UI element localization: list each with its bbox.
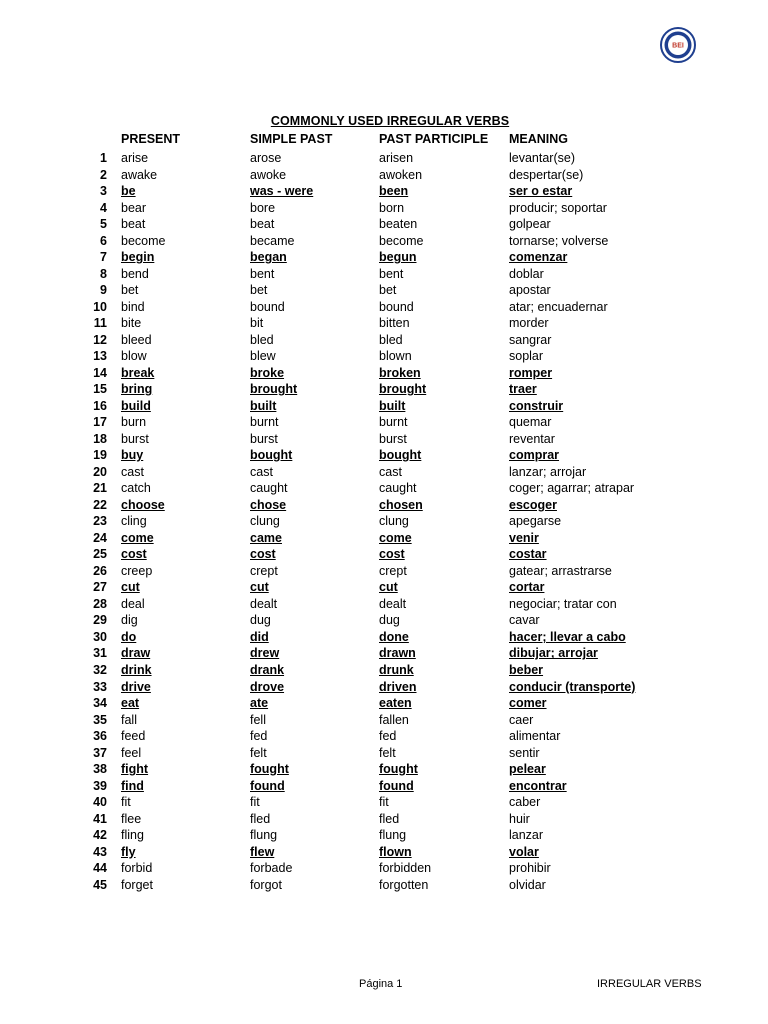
past-participle-cell: fallen (379, 712, 409, 727)
meaning-cell: sangrar (509, 332, 552, 347)
past-participle-cell: bound (379, 299, 414, 314)
present-cell: bleed (121, 332, 152, 347)
meaning-cell: encontrar (509, 778, 567, 793)
past-participle-cell: blown (379, 349, 412, 364)
table-row (0, 183, 768, 200)
row-number: 42 (93, 828, 107, 843)
meaning-cell: pelear (509, 762, 546, 777)
meaning-cell: romper (509, 365, 553, 380)
table-row (0, 299, 768, 316)
document-title: COMMONLY USED IRREGULAR VERBS (270, 114, 510, 128)
past-participle-cell: fit (379, 795, 389, 810)
table-row (0, 844, 768, 861)
past-participle-cell: flown (379, 844, 412, 859)
present-cell: arise (121, 151, 149, 165)
present-cell: bite (121, 316, 142, 331)
header-past-participle: PAST PARTICIPLE (379, 132, 489, 146)
row-number: 43 (93, 844, 107, 859)
past-participle-cell: done (379, 629, 409, 644)
simple-past-cell: fell (250, 712, 266, 727)
present-cell: cost (121, 547, 147, 562)
simple-past-cell: bit (250, 316, 264, 331)
row-number: 1 (100, 151, 107, 165)
meaning-cell: comprar (509, 448, 560, 463)
present-cell: forbid (121, 861, 153, 876)
table-row (0, 464, 768, 481)
simple-past-cell: ate (250, 696, 269, 711)
past-participle-cell: fled (379, 811, 400, 826)
row-number: 34 (93, 696, 107, 711)
past-participle-cell: chosen (379, 497, 423, 512)
meaning-cell: quemar (509, 415, 552, 430)
row-number: 7 (100, 250, 107, 265)
table-row (0, 447, 768, 464)
present-cell: bend (121, 266, 149, 281)
simple-past-cell: drew (250, 646, 280, 661)
row-number: 12 (93, 332, 107, 347)
past-participle-cell: clung (379, 514, 409, 529)
simple-past-cell: chose (250, 497, 287, 512)
present-cell: come (121, 530, 154, 545)
table-row (0, 745, 768, 762)
simple-past-cell: cast (250, 464, 273, 479)
past-participle-cell: drunk (379, 662, 414, 677)
past-participle-cell: burnt (379, 415, 408, 430)
row-number: 39 (93, 778, 107, 793)
meaning-cell: lanzar; arrojar (509, 464, 587, 479)
meaning-cell: despertar(se) (509, 167, 584, 182)
table-row (0, 794, 768, 811)
present-cell: fight (121, 762, 149, 777)
present-cell: do (121, 629, 137, 644)
meaning-cell: tornarse; volverse (509, 233, 609, 248)
present-cell: deal (121, 596, 145, 611)
row-number: 41 (93, 811, 107, 826)
present-cell: beat (121, 217, 146, 232)
table-row (0, 645, 768, 662)
simple-past-cell: dug (250, 613, 271, 628)
present-cell: awake (121, 167, 158, 182)
meaning-cell: caber (509, 795, 541, 810)
table-row (0, 431, 768, 448)
meaning-cell: coger; agarrar; atrapar (509, 481, 635, 496)
simple-past-cell: broke (250, 365, 285, 380)
present-cell: fling (121, 828, 144, 843)
table-row (0, 728, 768, 745)
present-cell: be (121, 184, 136, 199)
meaning-cell: apostar (509, 283, 551, 298)
row-number: 24 (93, 530, 107, 545)
verb-table (0, 150, 768, 893)
past-participle-cell: flung (379, 828, 407, 843)
meaning-cell: gatear; arrastrarse (509, 563, 612, 578)
simple-past-cell: beat (250, 217, 275, 232)
row-number: 19 (93, 448, 107, 463)
past-participle-cell: bet (379, 283, 397, 298)
past-participle-cell: eaten (379, 696, 412, 711)
footer-section-title: IRREGULAR VERBS (597, 978, 702, 990)
table-row (0, 530, 768, 547)
meaning-cell: construir (509, 398, 564, 413)
table-row (0, 497, 768, 514)
present-cell: feel (121, 745, 142, 760)
present-cell: burn (121, 415, 147, 430)
table-row (0, 200, 768, 217)
row-number: 40 (93, 795, 107, 810)
meaning-cell: cortar (509, 580, 545, 595)
row-number: 2 (100, 167, 107, 182)
meaning-cell: escoger (509, 497, 557, 512)
simple-past-cell: awoke (250, 167, 287, 182)
meaning-cell: beber (509, 662, 544, 677)
row-number: 5 (100, 217, 107, 232)
past-participle-cell: become (379, 233, 424, 248)
simple-past-cell: bled (250, 332, 274, 347)
present-cell: cling (121, 514, 147, 529)
table-row (0, 233, 768, 250)
past-participle-cell: forbidden (379, 861, 432, 876)
past-participle-cell: burst (379, 431, 407, 446)
meaning-cell: negociar; tratar con (509, 596, 617, 611)
simple-past-cell: cost (250, 547, 276, 562)
table-row (0, 877, 768, 894)
meaning-cell: doblar (509, 266, 544, 281)
table-row (0, 150, 768, 167)
simple-past-cell: blew (250, 349, 276, 364)
simple-past-cell: felt (250, 745, 267, 760)
row-number: 30 (93, 629, 107, 644)
row-number: 17 (93, 415, 107, 430)
meaning-cell: prohibir (509, 861, 551, 876)
row-number: 32 (93, 662, 107, 677)
logo-text: BEI (672, 42, 684, 50)
simple-past-cell: brought (250, 382, 298, 397)
simple-past-cell: bore (250, 200, 276, 215)
table-row (0, 216, 768, 233)
past-participle-cell: beaten (379, 217, 418, 232)
table-row (0, 282, 768, 299)
simple-past-cell: arose (250, 151, 282, 165)
meaning-cell: volar (509, 844, 539, 859)
present-cell: drink (121, 662, 152, 677)
meaning-cell: sentir (509, 745, 540, 760)
simple-past-cell: fit (250, 795, 260, 810)
present-cell: build (121, 398, 151, 413)
table-row (0, 348, 768, 365)
table-row (0, 827, 768, 844)
simple-past-cell: found (250, 778, 285, 793)
present-cell: dig (121, 613, 138, 628)
row-number: 36 (93, 729, 107, 744)
table-row (0, 596, 768, 613)
row-number: 15 (93, 382, 107, 397)
simple-past-cell: caught (250, 481, 288, 496)
row-number: 11 (93, 316, 107, 331)
table-row (0, 249, 768, 266)
simple-past-cell: flew (250, 844, 275, 859)
row-number: 14 (93, 365, 107, 380)
meaning-cell: ser o estar (509, 184, 573, 199)
meaning-cell: reventar (509, 431, 555, 446)
table-row (0, 860, 768, 877)
simple-past-cell: fed (250, 729, 268, 744)
meaning-cell: hacer; llevar a cabo (509, 629, 626, 644)
present-cell: bear (121, 200, 147, 215)
past-participle-cell: crept (379, 563, 407, 578)
present-cell: bring (121, 382, 153, 397)
table-row (0, 712, 768, 729)
present-cell: find (121, 778, 144, 793)
table-row (0, 398, 768, 415)
row-number: 37 (93, 745, 107, 760)
meaning-cell: traer (509, 382, 537, 397)
past-participle-cell: fed (379, 729, 397, 744)
row-number: 9 (100, 283, 107, 298)
row-number: 20 (93, 464, 107, 479)
past-participle-cell: cost (379, 547, 405, 562)
header-present: PRESENT (121, 132, 181, 146)
table-row (0, 266, 768, 283)
row-number: 29 (93, 613, 107, 628)
table-row (0, 480, 768, 497)
past-participle-cell: awoken (379, 167, 423, 182)
table-row (0, 612, 768, 629)
past-participle-cell: broken (379, 365, 421, 380)
simple-past-cell: drove (250, 679, 285, 694)
present-cell: burst (121, 431, 149, 446)
present-cell: fly (121, 844, 136, 859)
simple-past-cell: built (250, 398, 277, 413)
simple-past-cell: bet (250, 283, 268, 298)
row-number: 22 (93, 497, 107, 512)
past-participle-cell: fought (379, 762, 418, 777)
simple-past-cell: came (250, 530, 282, 545)
past-participle-cell: bought (379, 448, 422, 463)
present-cell: become (121, 233, 166, 248)
present-cell: break (121, 365, 155, 380)
present-cell: feed (121, 729, 146, 744)
simple-past-cell: bent (250, 266, 275, 281)
table-row (0, 629, 768, 646)
simple-past-cell: dealt (250, 596, 278, 611)
table-row (0, 579, 768, 596)
table-row (0, 546, 768, 563)
row-number: 31 (93, 646, 107, 661)
meaning-cell: apegarse (509, 514, 562, 529)
row-number: 8 (100, 266, 107, 281)
meaning-cell: morder (509, 316, 549, 331)
row-number: 44 (93, 861, 107, 876)
present-cell: forget (121, 877, 153, 892)
meaning-cell: alimentar (509, 729, 561, 744)
meaning-cell: venir (509, 530, 539, 545)
simple-past-cell: burnt (250, 415, 279, 430)
institution-seal-logo (660, 27, 696, 63)
simple-past-cell: cut (250, 580, 269, 595)
meaning-cell: conducir (transporte) (509, 679, 636, 694)
row-number: 25 (93, 547, 107, 562)
table-header (0, 132, 768, 150)
table-row (0, 811, 768, 828)
table-row (0, 695, 768, 712)
meaning-cell: soplar (509, 349, 544, 364)
present-cell: bet (121, 283, 139, 298)
row-number: 6 (100, 233, 107, 248)
past-participle-cell: caught (379, 481, 417, 496)
past-participle-cell: drawn (379, 646, 416, 661)
meaning-cell: comer (509, 696, 547, 711)
past-participle-cell: felt (379, 745, 396, 760)
simple-past-cell: did (250, 629, 269, 644)
table-row (0, 414, 768, 431)
simple-past-cell: bound (250, 299, 285, 314)
table-row (0, 563, 768, 580)
past-participle-cell: arisen (379, 151, 414, 165)
meaning-cell: lanzar (509, 828, 544, 843)
table-row (0, 365, 768, 382)
table-row (0, 778, 768, 795)
row-number: 10 (93, 299, 107, 314)
simple-past-cell: forgot (250, 877, 282, 892)
past-participle-cell: bent (379, 266, 404, 281)
row-number: 4 (100, 200, 107, 215)
meaning-cell: cavar (509, 613, 540, 628)
simple-past-cell: was - were (250, 184, 314, 199)
row-number: 27 (93, 580, 107, 595)
simple-past-cell: forbade (250, 861, 293, 876)
row-number: 16 (93, 398, 107, 413)
meaning-cell: olvidar (509, 877, 546, 892)
table-row (0, 513, 768, 530)
row-number: 35 (93, 712, 107, 727)
table-row (0, 315, 768, 332)
meaning-cell: golpear (509, 217, 551, 232)
footer-page-number: Página 1 (359, 978, 403, 990)
meaning-cell: atar; encuadernar (509, 299, 608, 314)
header-meaning: MEANING (509, 132, 569, 146)
present-cell: bind (121, 299, 145, 314)
simple-past-cell: burst (250, 431, 278, 446)
row-number: 33 (93, 679, 107, 694)
past-participle-cell: born (379, 200, 405, 215)
past-participle-cell: dug (379, 613, 400, 628)
past-participle-cell: bled (379, 332, 403, 347)
simple-past-cell: clung (250, 514, 280, 529)
table-row (0, 332, 768, 349)
meaning-cell: costar (509, 547, 547, 562)
past-participle-cell: bitten (379, 316, 410, 331)
present-cell: begin (121, 250, 155, 265)
table-row (0, 761, 768, 778)
present-cell: eat (121, 696, 140, 711)
meaning-cell: producir; soportar (509, 200, 607, 215)
past-participle-cell: dealt (379, 596, 407, 611)
present-cell: draw (121, 646, 151, 661)
simple-past-cell: flung (250, 828, 278, 843)
header-simple-past: SIMPLE PAST (250, 132, 333, 146)
simple-past-cell: fought (250, 762, 289, 777)
past-participle-cell: been (379, 184, 409, 199)
simple-past-cell: drank (250, 662, 285, 677)
present-cell: catch (121, 481, 151, 496)
row-number: 26 (93, 563, 107, 578)
present-cell: cast (121, 464, 144, 479)
past-participle-cell: built (379, 398, 406, 413)
present-cell: cut (121, 580, 140, 595)
past-participle-cell: driven (379, 679, 417, 694)
table-row (0, 662, 768, 679)
past-participle-cell: cast (379, 464, 402, 479)
row-number: 45 (93, 877, 107, 892)
row-number: 23 (93, 514, 107, 529)
present-cell: flee (121, 811, 142, 826)
row-number: 18 (93, 431, 107, 446)
table-row (0, 167, 768, 184)
table-row (0, 381, 768, 398)
simple-past-cell: bought (250, 448, 293, 463)
past-participle-cell: found (379, 778, 414, 793)
present-cell: buy (121, 448, 144, 463)
present-cell: choose (121, 497, 165, 512)
present-cell: drive (121, 679, 151, 694)
simple-past-cell: fled (250, 811, 271, 826)
past-participle-cell: forgotten (379, 877, 429, 892)
simple-past-cell: became (250, 233, 295, 248)
row-number: 13 (93, 349, 107, 364)
meaning-cell: dibujar; arrojar (509, 646, 598, 661)
meaning-cell: levantar(se) (509, 151, 575, 165)
row-number: 3 (100, 184, 107, 199)
simple-past-cell: crept (250, 563, 278, 578)
row-number: 38 (93, 762, 107, 777)
present-cell: fall (121, 712, 137, 727)
meaning-cell: huir (509, 811, 530, 826)
present-cell: fit (121, 795, 131, 810)
meaning-cell: comenzar (509, 250, 568, 265)
simple-past-cell: began (250, 250, 287, 265)
present-cell: blow (121, 349, 147, 364)
meaning-cell: caer (509, 712, 534, 727)
table-row (0, 679, 768, 696)
present-cell: creep (121, 563, 153, 578)
past-participle-cell: begun (379, 250, 417, 265)
row-number: 21 (93, 481, 107, 496)
past-participle-cell: cut (379, 580, 398, 595)
past-participle-cell: come (379, 530, 412, 545)
row-number: 28 (93, 596, 107, 611)
past-participle-cell: brought (379, 382, 427, 397)
